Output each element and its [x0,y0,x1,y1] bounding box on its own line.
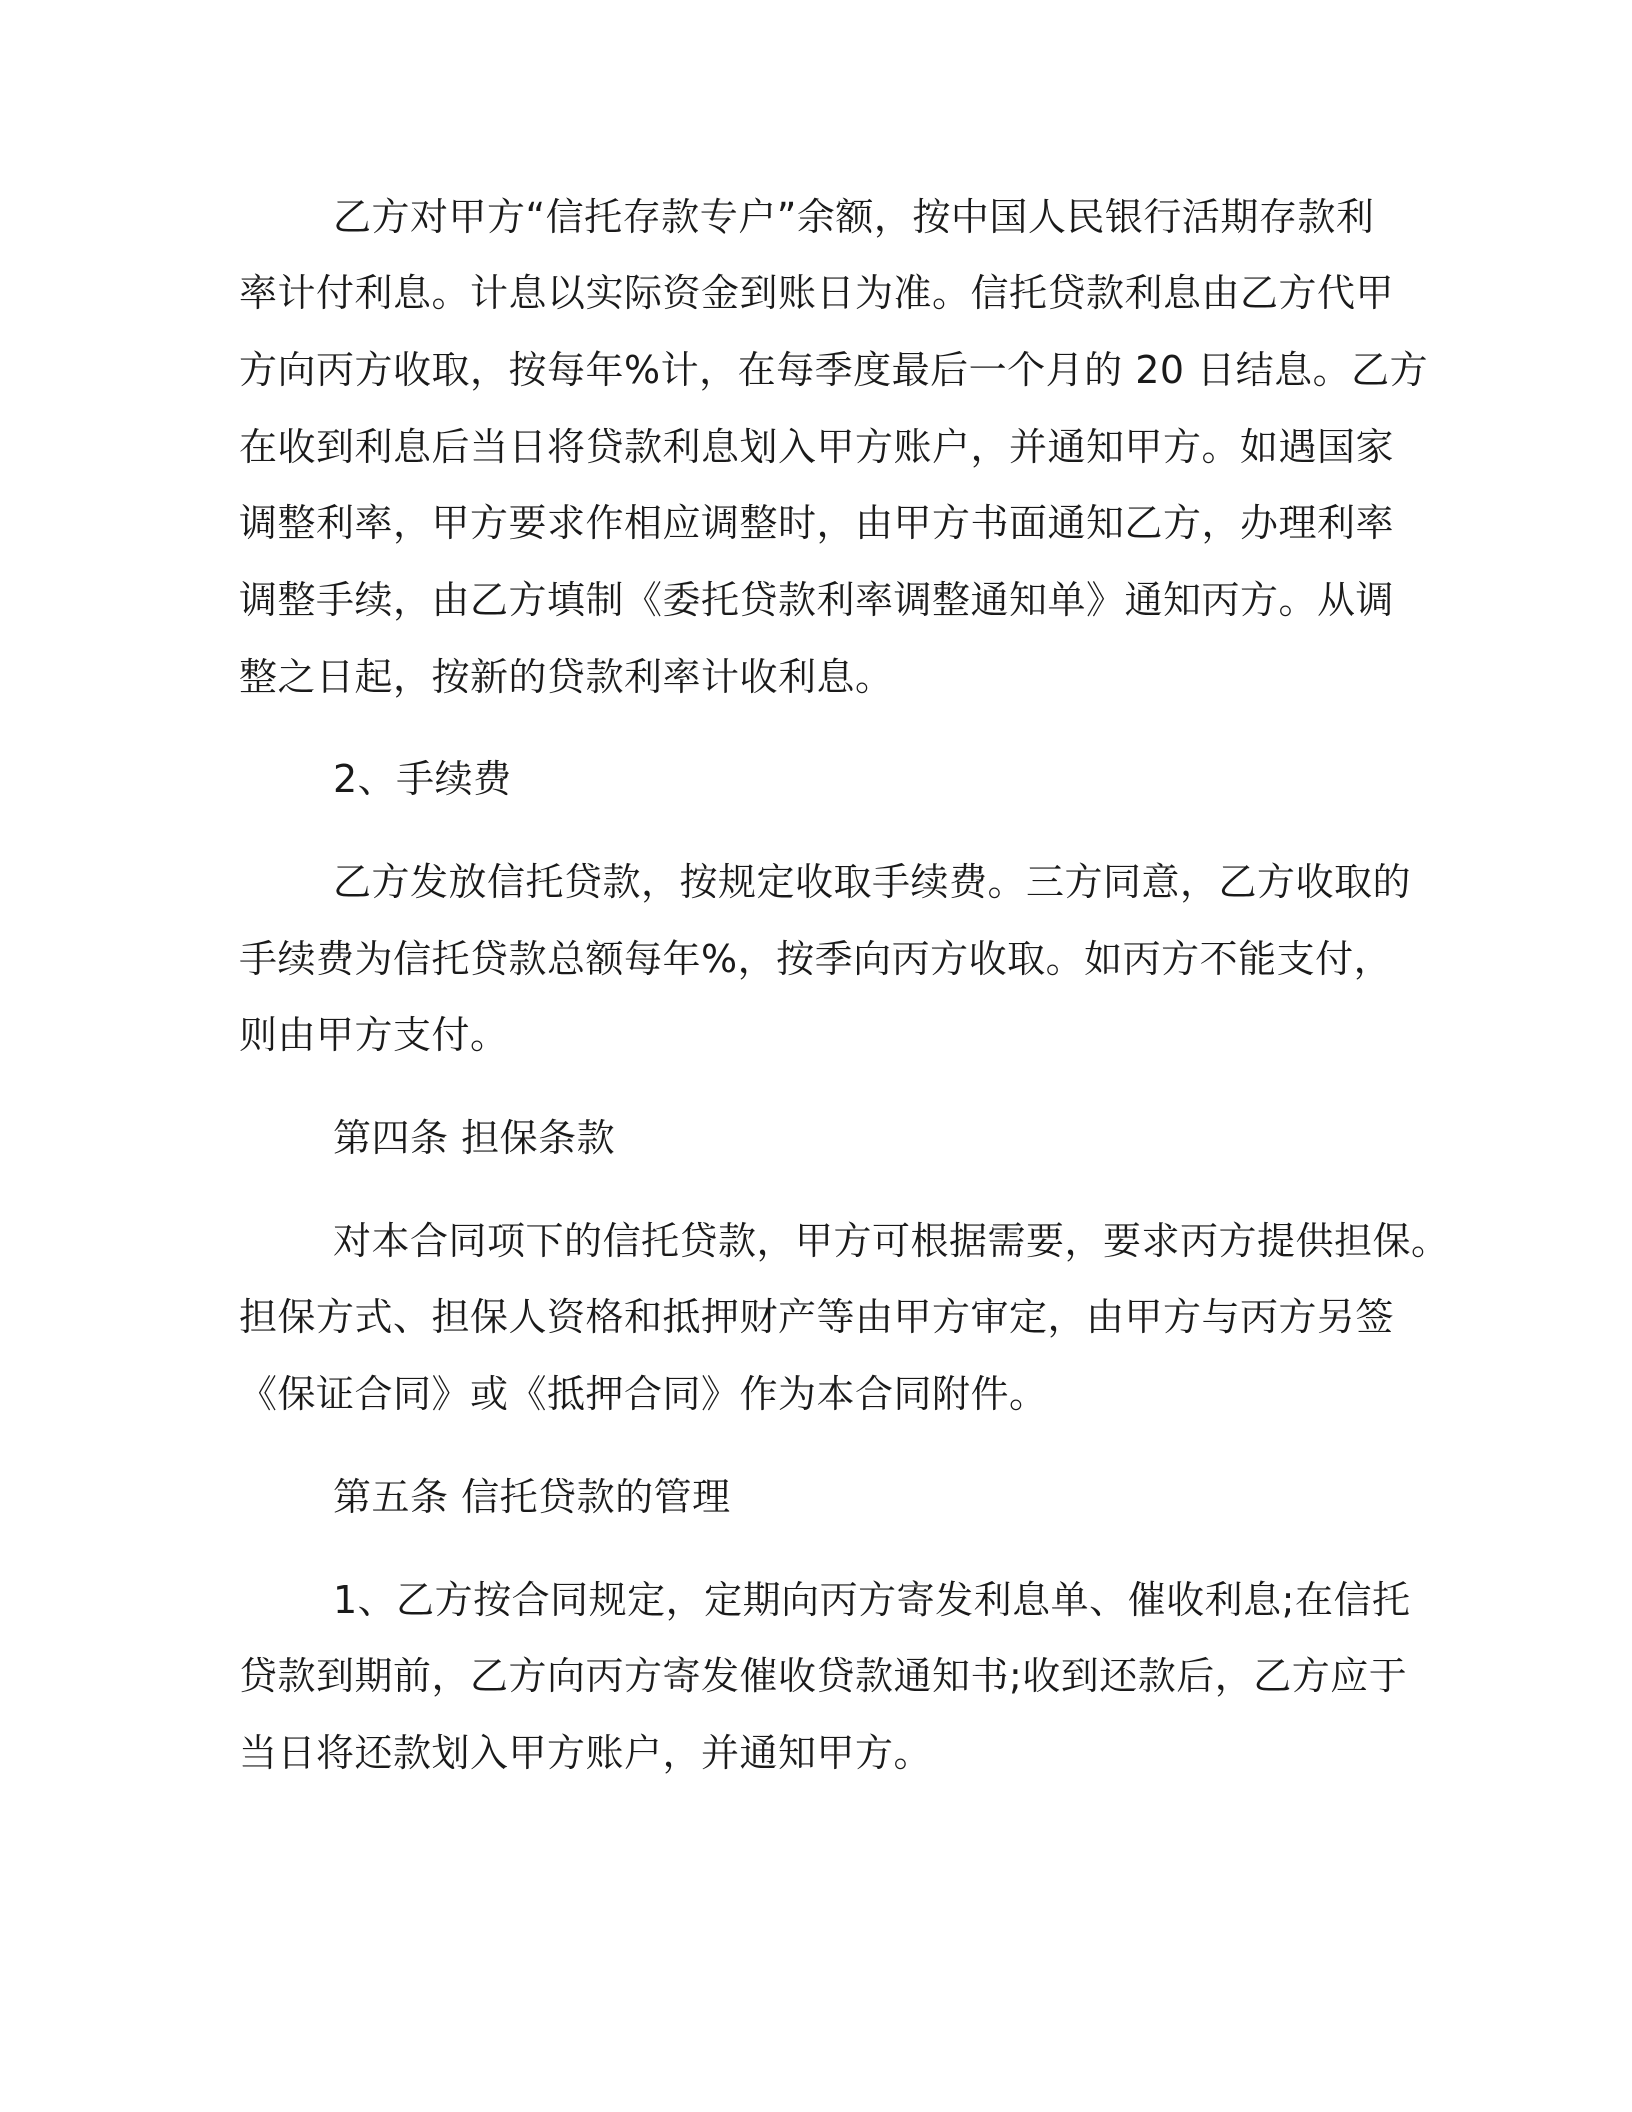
paragraph-1-line-3: 方向丙方收取，按每年%计，在每季度最后一个月的 20 日结息。乙方 [239,348,1429,392]
article-4-heading: 第四条 担保条款 [333,1116,616,1160]
article-5-heading: 第五条 信托贷款的管理 [333,1475,731,1519]
paragraph-1-line-2: 率计付利息。计息以实际资金到账日为准。信托贷款利息由乙方代甲 [239,271,1395,315]
paragraph-2-line-3: 则由甲方支付。 [239,1013,509,1057]
paragraph-3-line-2: 担保方式、担保人资格和抵押财产等由甲方审定，由甲方与丙方另签 [239,1295,1395,1339]
paragraph-2-line-1: 乙方发放信托贷款，按规定收取手续费。三方同意，乙方收取的 [333,860,1412,904]
paragraph-1-line-6: 调整手续，由乙方填制《委托贷款利率调整通知单》通知丙方。从调 [239,578,1395,622]
paragraph-1-line-1: 乙方对甲方“信托存款专户”余额，按中国人民银行活期存款利 [333,195,1375,239]
paragraph-1-line-7: 整之日起，按新的贷款利率计收利息。 [239,655,894,699]
paragraph-1-line-5: 调整利率，甲方要求作相应调整时，由甲方书面通知乙方，办理利率 [239,501,1395,545]
paragraph-1-line-4: 在收到利息后当日将贷款利息划入甲方账户，并通知甲方。如遇国家 [239,425,1395,469]
paragraph-4-line-2: 贷款到期前，乙方向丙方寄发催收贷款通知书;收到还款后，乙方应于 [239,1654,1408,1698]
paragraph-3-line-3: 《保证合同》或《抵押合同》作为本合同附件。 [239,1372,1048,1416]
paragraph-4-line-3: 当日将还款划入甲方账户，并通知甲方。 [239,1731,933,1775]
section-heading-fee: 2、手续费 [333,757,512,801]
paragraph-2-line-2: 手续费为信托贷款总额每年%，按季向丙方收取。如丙方不能支付， [239,937,1393,981]
paragraph-3-line-1: 对本合同项下的信托贷款，甲方可根据需要，要求丙方提供担保。 [333,1219,1450,1263]
paragraph-4-line-1: 1、乙方按合同规定，定期向丙方寄发利息单、催收利息;在信托 [333,1578,1411,1622]
